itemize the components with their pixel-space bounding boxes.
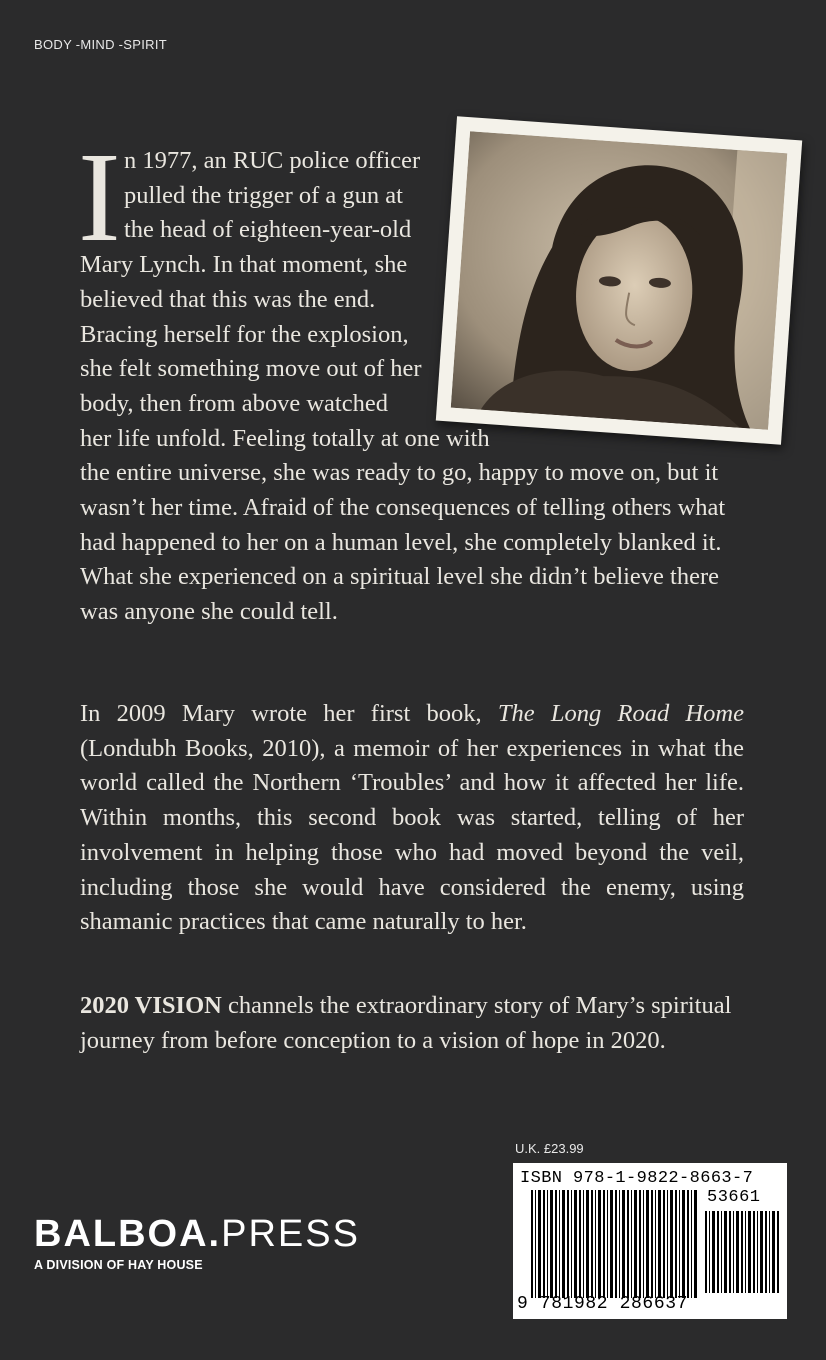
book-name: 2020 VISION — [80, 992, 222, 1019]
p2-text-start: In 2009 Mary wrote her first book, — [80, 700, 498, 727]
addon-barcode-icon — [705, 1211, 781, 1293]
text-line: she felt something move out of her — [80, 355, 422, 383]
text-line: had happened to her on a human level, she completely blanked it. — [80, 528, 722, 556]
text-line: the head of eighteen-year-old — [124, 216, 412, 244]
ean-number: 9 781982 286637 — [517, 1294, 689, 1314]
isbn-text: ISBN 978-1-9822-8663-7 — [520, 1169, 754, 1188]
text-line: Mary Lynch. In that moment, she — [80, 251, 408, 279]
book-title: The Long Road Home — [497, 700, 744, 727]
intro-paragraph — [78, 126, 744, 630]
publisher-name: BALBOA.PRESS — [34, 1213, 360, 1255]
publisher-subtitle: A DIVISION OF HAY HOUSE — [34, 1258, 203, 1272]
text-line: wasn’t her time. Afraid of the consequences of telling others what — [80, 494, 726, 522]
ean-barcode-icon — [531, 1190, 701, 1298]
text-line: pulled the trigger of a gun at — [124, 181, 403, 209]
text-line: Bracing herself for the explosion, — [80, 320, 409, 348]
p3-text: channels the extraordinary story of Mary’s spiritual journey from before conception to a vision of hope in 2020. — [80, 992, 732, 1054]
addon-number: 53661 — [707, 1188, 761, 1207]
price-label: U.K. £23.99 — [515, 1141, 584, 1156]
text-line: n 1977, an RUC police officer — [124, 147, 421, 174]
barcode — [513, 1163, 787, 1319]
text-line: the entire universe, she was ready to go, happy to move on, but it — [80, 459, 719, 487]
p2-text-end: (Londubh Books, 2010), a memoir of her experiences in what the world called the Northern ‘Troubles’ and how it affected her life. Within months, this second book was started, telling of her involvement in helping those who had moved beyond the veil, including those she would have considered the enemy, using shamanic practices that came naturally to her. — [80, 734, 744, 936]
text-line: body, then from above watched — [80, 389, 388, 417]
text-line: What she experienced on a spiritual level she didn’t believe there — [80, 563, 720, 591]
third-paragraph — [80, 989, 744, 1058]
text-line: was anyone she could tell. — [80, 598, 338, 626]
text-line: her life unfold. Feeling totally at one with — [80, 424, 490, 452]
text-line: believed that this was the end. — [80, 285, 376, 313]
drop-cap: I — [78, 126, 121, 268]
publisher-logo — [34, 1214, 360, 1272]
second-paragraph — [80, 697, 744, 940]
category-label: BODY -MIND -SPIRIT — [34, 37, 168, 52]
